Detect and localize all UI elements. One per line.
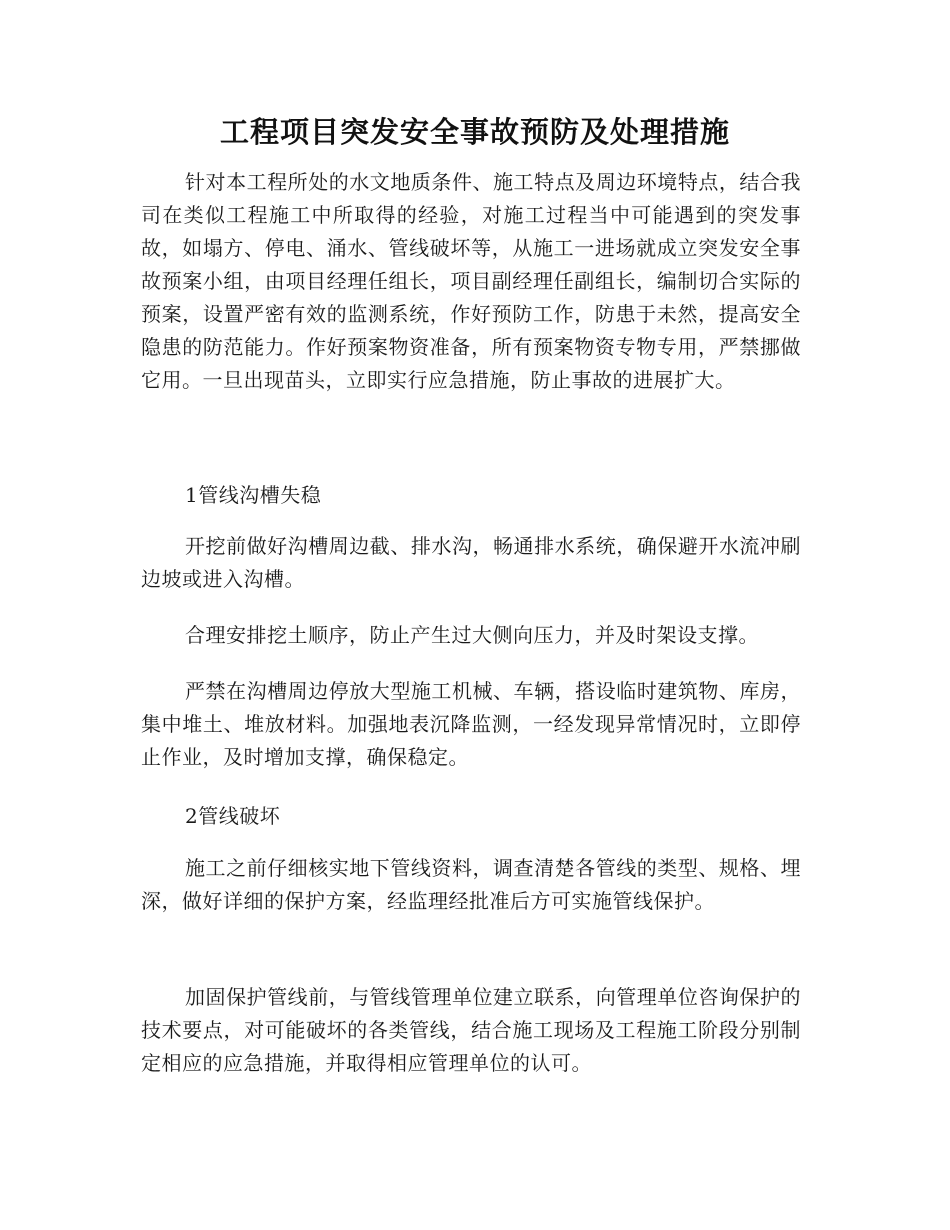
paragraph-trench-drainage: 开挖前做好沟槽周边截、排水沟，畅通排水系统，确保避开水流冲刷边坡或进入沟槽。 [141,534,801,591]
section-heading-2: 2管线破坏 [185,804,281,828]
paragraph-excavation-order: 合理安排挖土顺序，防止产生过大侧向压力，并及时架设支撑。 [185,623,759,647]
paragraph-trench-prohibitions: 严禁在沟槽周边停放大型施工机械、车辆，搭设临时建筑物、库房，集中堆土、堆放材料。加强地表沉降监测，一经发现异常情况时，立即停止作业，及时增加支撑，确保稳定。 [141,679,801,769]
intro-paragraph: 针对本工程所处的水文地质条件、施工特点及周边环境特点，结合我司在类似工程施工中所取得的经验，对施工过程当中可能遇到的突发事故，如塌方、停电、涌水、管线破坏等，从施工一进场就成立突发安全事故预案小组，由项目经理任组长，项目副经理任副组长，编制切合实际的预案，设置严密有效的监测系统，作好预防工作，防患于未然，提高安全隐患的防范能力。作好预案物资准备，所有预案物资专物专用，严禁挪做它用。一旦出现苗头，立即实行应急措施，防止事故的进展扩大。 [141,170,801,392]
paragraph-pipeline-protection: 加固保护管线前，与管线管理单位建立联系，向管理单位咨询保护的技术要点，对可能破坏的各类管线，结合施工现场及工程施工阶段分别制定相应的应急措施，并取得相应管理单位的认可。 [141,985,801,1075]
section-heading-1: 1管线沟槽失稳 [185,483,322,507]
document-title: 工程项目突发安全事故预防及处理措施 [219,115,730,149]
paragraph-pipeline-survey: 施工之前仔细核实地下管线资料，调查清楚各管线的类型、规格、埋深，做好详细的保护方案，经监理经批准后方可实施管线保护。 [141,856,801,913]
